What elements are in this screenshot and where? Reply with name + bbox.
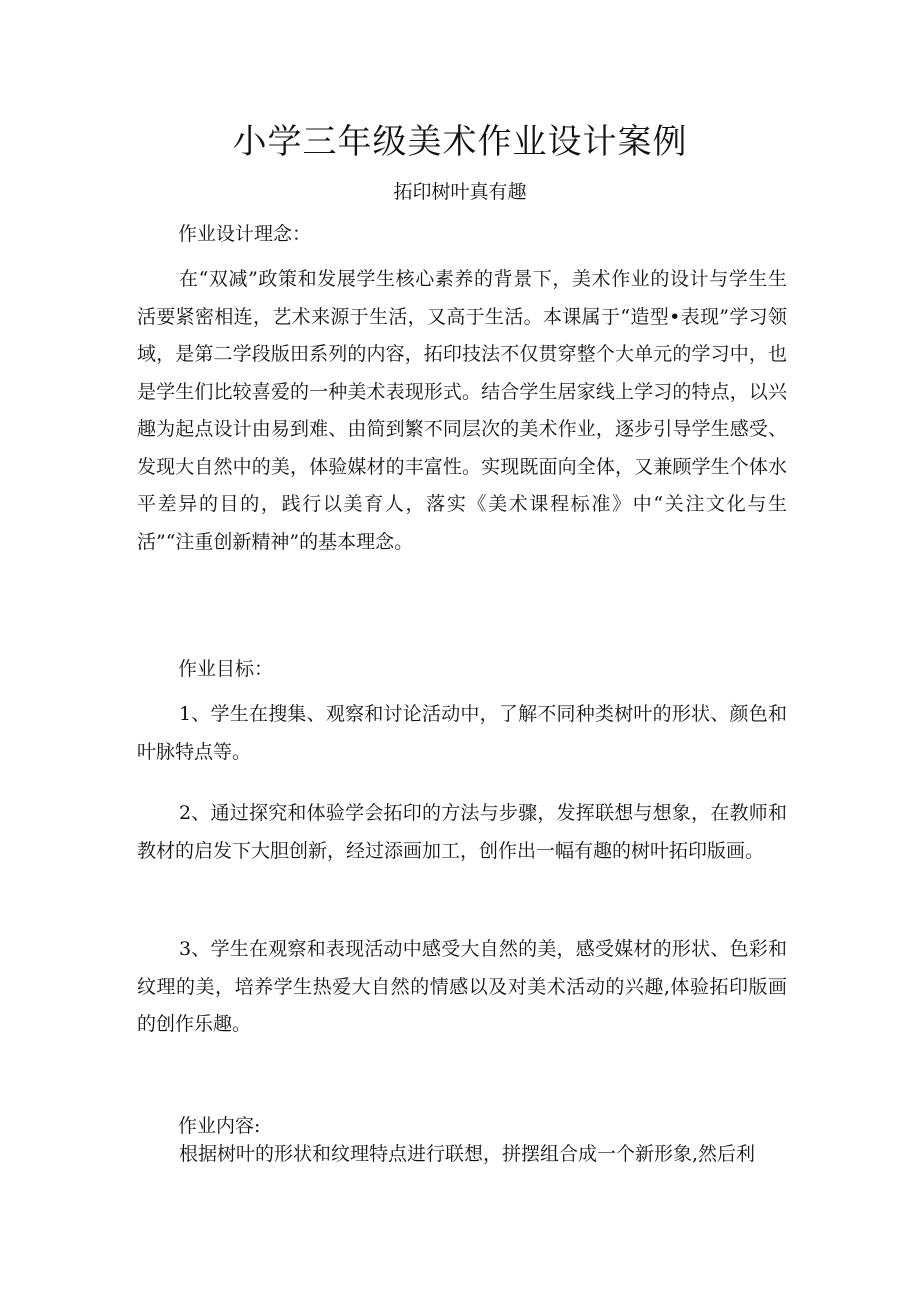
document-title: 小学三年级美术作业设计案例 <box>232 122 688 162</box>
concept-heading: 作业设计理念： <box>178 223 312 245</box>
goal-item-3: 3、学生在观察和表现活动中感受大自然的美，感受媒材的形状、色彩和纹理的美，培养学生热爱大自然的情感以及对美术活动的兴趣,体验拓印版画的创作乐趣。 <box>137 938 787 1035</box>
content-paragraph: 根据树叶的形状和纹理特点进行联想，拼摆组合成一个新形象,然后利 <box>179 1143 756 1165</box>
document-subtitle: 拓印树叶真有趣 <box>393 181 527 203</box>
concept-paragraph: 在“双减”政策和发展学生核心素养的背景下，美术作业的设计与学生生活要紧密相连，艺术来源于生活，又高于生活。本课属于“造型•表现”学习领域，是第二学段版田系列的内容，拓印技法不仅贯穿整个大单元的学习中，也是学生们比较喜爱的一种美术表现形式。结合学生居家线上学习的特点，以兴趣为起点设计由易到难、由简到繁不同层次的美术作业，逐步引导学生感受、发现大自然中的美，体验媒材的丰富性。实现既面向全体，又兼顾学生个体水平差异的目的，践行以美育人，落实《美术课程标准》中“关注文化与生活”“注重创新精神”的基本理念。 <box>137 268 787 553</box>
goal-item-1: 1、学生在搜集、观察和讨论活动中，了解不同种类树叶的形状、颜色和叶脉特点等。 <box>137 703 787 763</box>
content-heading: 作业内容: <box>178 1115 261 1137</box>
goal-item-2: 2、通过探究和体验学会拓印的方法与步骤，发挥联想与想象，在教师和教材的启发下大胆创新，经过添画加工，创作出一幅有趣的树叶拓印版画。 <box>137 802 787 862</box>
goals-heading: 作业目标： <box>178 658 274 680</box>
